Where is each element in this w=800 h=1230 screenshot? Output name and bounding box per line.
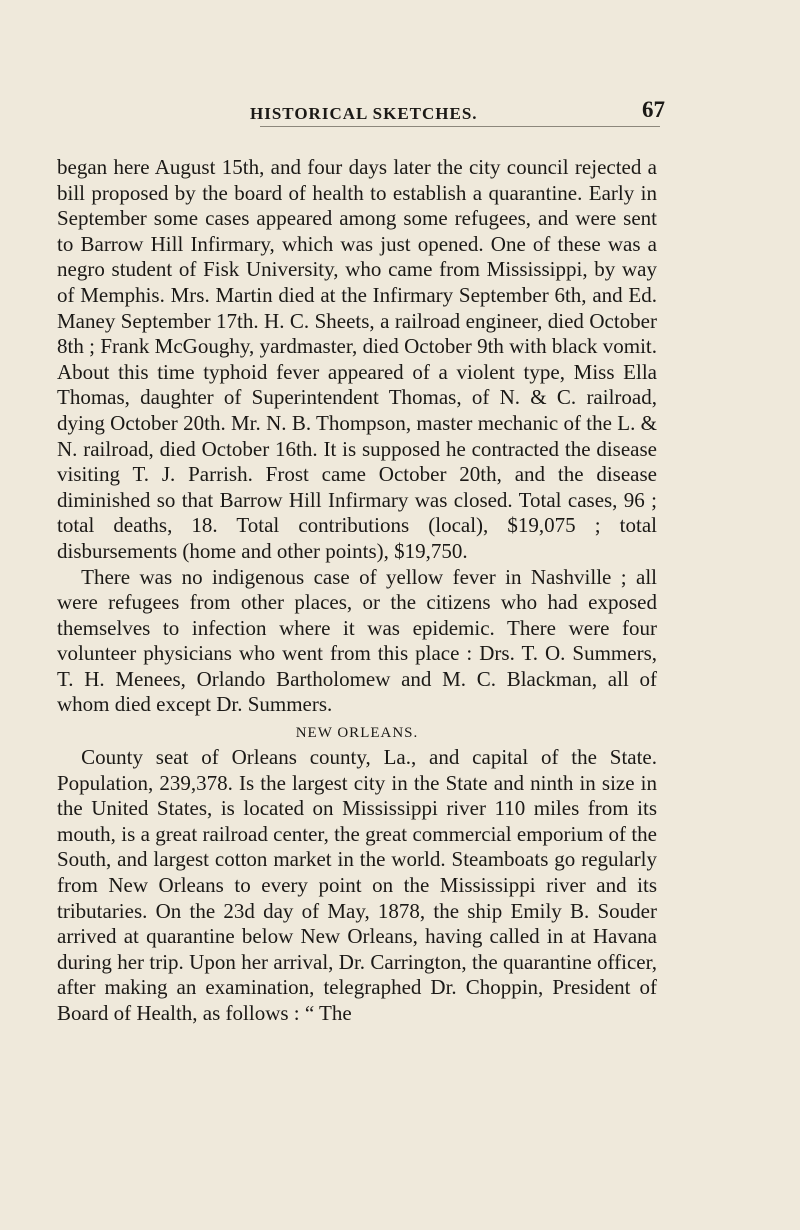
body-text <box>57 155 657 1027</box>
page-number: 67 <box>642 97 665 122</box>
paragraph-continuation: began here August 15th, and four days later the city council rejected a bill proposed by the board of health to establish a quarantine. Early in September some cases appeared among some refugees, and were sent to Barrow Hill Infirmary, which was just opened. One of these was a negro student of Fisk University, who came from Mississippi, by way of Memphis. Mrs. Martin died at the Infirmary September 6th, and Ed. Maney September 17th. H. C. Sheets, a railroad engineer, died October 8th ; Frank McGoughy, yardmaster, died October 9th with black vomit. About this time typhoid fever appeared of a violent type, Miss Ella Thomas, daughter of Superintendent Thomas, of N. & C. railroad, dying October 20th. Mr. N. B. Thompson, master mechanic of the L. & N. railroad, died October 16th. It is supposed he contracted the disease visiting T. J. Parrish. Frost came October 20th, and the disease diminished so that Barrow Hill Infirmary was closed. Total cases, 96 ; total deaths, 18. Total contributions (local), $19,075 ; total disbursements (home and other points), $19,750. <box>57 155 657 563</box>
running-title: HISTORICAL SKETCHES. <box>250 104 478 123</box>
paragraph-nashville-refugees: There was no indigenous case of yellow fever in Nashville ; all were refugees from other places, or the citizens who had exposed themselves to infection where it was epidemic. There were four volunteer physicians who went from this place : Drs. T. O. Summers, T. H. Menees, Orlando Bartholomew and M. C. Blackman, all of whom died except Dr. Summers. <box>57 564 657 717</box>
section-heading-new-orleans: NEW ORLEANS. <box>295 725 419 742</box>
header-rule <box>260 126 660 127</box>
paragraph-new-orleans: County seat of Orleans county, La., and capital of the State. Population, 239,378. Is the largest city in the State and ninth in size in the United States, is located on Mississippi river 110 miles from its mouth, is a great railroad center, the great commercial emporium of the South, and largest cotton market in the world. Steamboats go regularly from New Orleans to every point on the Mississippi river and its tributaries. On the 23d day of May, 1878, the ship Emily B. Souder arrived at quarantine below New Orleans, having called in at Havana during her trip. Upon her arrival, Dr. Carrington, the quarantine officer, after making an examination, telegraphed Dr. Choppin, President of Board of Health, as follows : “ The <box>57 745 657 1025</box>
